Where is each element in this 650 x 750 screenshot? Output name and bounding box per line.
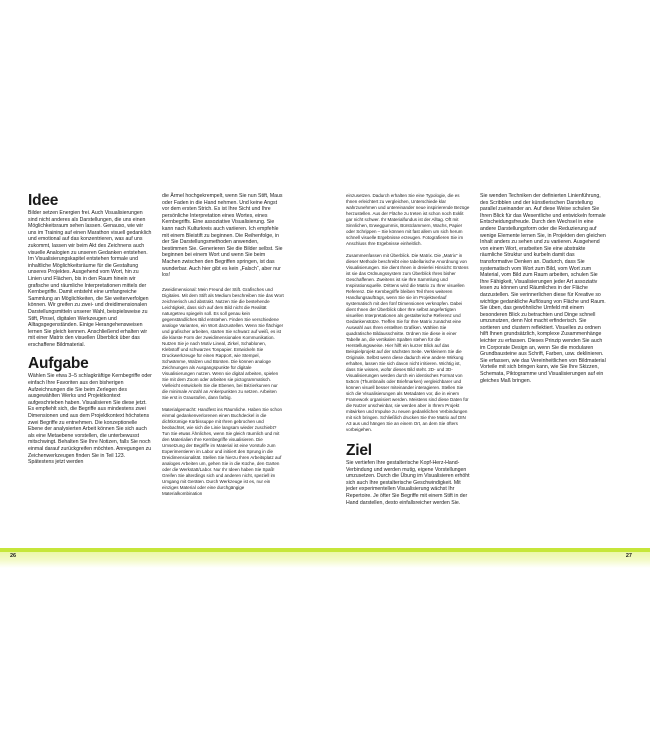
paragraph-zweidimensional: Zweidimensional: Mein Freund der Stift. Grafisches und Digitales. Mit dem Stift als Medium beschreiben Sie das Wort zeichnerisch und abstrakt. Nutzen Sie die bestehende Leichtigkeit, dass sich auf dem Bild nicht die Realität naturgetreu spiegeln soll. Es soll genau kein gegenständliches Bild entstehen. Finden Sie verschiedene analoge Varianten, ein Wort darzustellen. Wenn Sie flächiger und grafischer arbeiten, starten Sie schwarz auf weiß, es ist die klarste Form der zweidimensionalen Kommunikation. Nutzen Sie je nach Motiv Lineal, Zirkel, Schablonen, Klebstoff und schwarzes Tonpapier. Entwickeln Sie Druckwerkzeuge für einen Rapport, wie Stempel, Schwämme, Walzen und Bürsten. Die können analoge Zeichnungen als Ausgangspunkte für digitale Visualisierungen nutzen. Wenn sie digital arbeiten, spielen Sie mit dem Zoom oder arbeiten sie pictogrammatisch. Vielleicht entwickeln Sie die Ebenen, bei Bézierkurven nur die minimale Anzahl an Ankerpunkten zu setzen. Arbeiten Sie erst in Graustufen, dann farbig. <box>162 286 284 400</box>
heading-aufgabe: Aufgabe <box>28 355 89 373</box>
paragraph-ziel: Sie vertiefen Ihre gestalterische Kopf-Herz-Hand-Verbindung und werden mutig, eigene Vorstellungen umzusetzen. Durch die Übung im Visualisieren erhöht sich auch Ihre gestalterische Geschwindigkeit. Mit jeder experimentellen Visualisierung wächst Ihr Repertoire. Je öfter Sie Begriffe mit einem Stift in der Hand darstellen, desto einfallsreicher werden Sie. <box>346 460 470 506</box>
paragraph-idee: Bilder setzen Energien frei. Auch Visualisierungen sind nicht anderes als Darstellungen, die uns einen Möglichkeitsraum sehen lassen. Genauso, wie wir uns im Training auf einen Marathon visuell gedanklich und emotional auf das konzentrieren, was auf uns zukommt, lassen wir beim Akt des Zeichnens auch visuelle Analogien zu unseren Gedanken entstehen. Im Visualisierungskapitel entstehen formale und inhaltliche Möglichkeitsräume für die Gestaltung unseres Projektes. Ausgehend vom Wort, hin zu Linien und Flächen, bis in den Raum hinein wir grafische und räumliche Interpretationen mittels der Kernbegriffe. Damit entsteht eine umfangreiche Sammlung an Möglichkeiten, die Sie weiterverfolgen können. Wir greifen zu zwei- und dreidimensionalen Darstellungsmitteln unserer Wahl, beispielsweise zu Stift, Pinsel, digitalen Werkzeugen und Alltagsgegenständen. Einige Herangehensweisen lernen Sie gleich kennen. Anschließend erhalten wir mit einer Matrix den visuellen Überblick über das erschaffene Bildmaterial. <box>28 210 152 348</box>
column-4 <box>480 193 606 384</box>
paragraph-matrix: Zusammenfassen mit Überblick. Die Matrix. Die „Matrix“ in dieser Methode beschreibt eine tabellarische Anordnung von Visualisierungen. Sie dient Ihnen in dreierlei Hinsicht: Erstens ist sie das Ordnungssystem zum Überblick Ihres bisher Geschaffenen. Zweitens ist sie Ihre Sammlung und Inspirationsquelle. Drittens wird die Matrix zu Ihrer visuellen Referenz. Die Kernbegriffe bleiben Teil Ihres weiteren Handlungsauftrags, wenn Sie sie im Projektverlauf systematisch mit den fünf Dimensionen verknüpfen. Dabei dient Ihnen der Überblick über Ihre selbst angefertigten visuellen Interpretationen als gestalterische Referenz und Gedankenstütze. Treffen Sie für Ihre Matrix zunächst eine Auswahl aus Ihren erstellten Grafiken. Wählen Sie quadratische Bildausschnitte. Ordnen Sie diese in einer Tabelle an, die vertikalen Spalten stehen für die Herstellungsweise. Hier hilft ein kurzer Blick auf das Beispielprojekt auf der nächsten Seite. Verkleinern Sie die Originale. Selbst wenn diese dadurch eine andere Wirkung erhalten, lassen Sie sich davon nicht irritieren. Wichtig ist, dass Sie wissen, wofür dieses Bild steht. 2D- und 3D- Visualisierungen werden durch ein identisches Format von 5x5cm (Thumbnails oder Briefmarken) vergleichbarer und können visuell besser miteinander interagieren. Stellen Sie sich die Visualisierungen als Metadaten vor, die in einem Framework organisiert werden. Meistens sind diese Daten für die Nutzer unscheinbar, sie werden aber in Ihrem Projekt mitwirken und Impulse zu neuen gedanklichen Verbindungen mit sich bringen. Schließlich drucken Sie Ihre Matrix auf DIN A3 aus und hängen Sie an einem Ort, an dem Sie öfters vorbeigehen. <box>346 253 469 432</box>
heading-ziel: Ziel <box>346 442 372 459</box>
column-1 <box>28 193 152 466</box>
column-3 <box>346 193 470 506</box>
column-2 <box>162 193 284 497</box>
paragraph-intro-continued: die Ärmel hochgekrempelt, wenn Sie nun Stift, Maus oder Faden in die Hand nehmen. Und keine Angst vor dem ersten Strich. Es ist Ihre Sicht und Ihre persönliche Interpretation eines Wortes, eines Kernbegriffs. Eine assoziative Visualisierung. Sie kann nach Kulturkreis auch variieren. Ich empfehle mit einem Bleistift zu beginnen. Die Reihenfolge, in der Sie Darstellungsmethoden anwenden, bestimmen Sie. Generieren Sie die Bilder selbst. Sie beginnen bei einem Wort und wenn Sie beim Machen zwischen den Begriffen springen, ist das wunderbar. Auch hier gibt es kein „Falsch“, aber nur los! <box>162 193 283 279</box>
paragraph-typologie: einzusetzen. Dadurch erhalten Sie eine Typologie, die es Ihnen erleichtert zu vergleichen, Unterschiede klar wahrzunehmen und untereinander neue inspirierende Bezüge herzustellen. Aus der Fläche zu treten ist schon noch Exklit gar nicht schwer. Ihr Materialfundus ist der Alltag. Oft mit Sinnlichen, Erweggummis, Bürstclammern, Wachs, Papier oder Schrippen – Sie können mit fast allem um sich herum schnell visuelle Ergebnisse erzeugen. Fotografieren Sie im Anschluss Ihre Ergebnisse einheitlich. <box>346 193 470 246</box>
bottom-accent-line <box>0 548 650 552</box>
page-number-left: 26 <box>10 553 17 559</box>
paragraph-materialgemacht: Materialgemacht: Handfest ins Räumliche. Haben Sie schon einmal gedankenverlorenen einen Buchdeckel in die dichtkrümige Kürbissuppe mit Ihren gebrochen und beobachtet, wie sich die Linie langsam wieder zuschiebt? Tun Sie etwas Ähnliches, wenn Sie gleich räumlich und mit den Materialien Ihre Kernbegriffe visualisieren. Die Umsetzung der Begriffe im Material ist eine Vorstufe zum Experimentieren im Labor und initiiert den Sprung in die Dreidimensionalität. Stellen Sie hierzu Ihren Arbeitsplatz auf analoges Arbeiten um, gehen Sie in die Küche, den Garten oder die Werkstatt/Labor. Nur Ihr Ideen haben Sie Spaß! Greifen Sie alterdings sich und anderen nicht, speziell im Umgang mit Geräten. Durch Werkzeuge ist es, nur ein einziges Material oder eine durchgängige Materialkombination <box>162 406 283 496</box>
paragraph-aufgabe: Wählen Sie etwa 3–5 schlagkräftige Kernbegriffe oder einfach Ihre Favoriten aus den bisherigen Aufzeichnungen die Sie beim Zerlegen des ausgewählten Werks und Projektkontext aufgeschrieben haben. Visualisieren Sie diese jetzt. Es empfiehlt sich, die Begriffe aus mindestens zwei Dimensionen und aus dem Projektkontext höchstens zwei Begriffe zu entnehmen. Die konzeptionelle Ebene der analysierten Arbeit können Sie sich auch als eine Metaebene vorstellen, die unterbewusst mitschwingt. Behalten Sie Ihre Notizen, falls Sie noch einmal darauf zurückgreifen möchten. Anregungen zu Zeichenwerkzeugen finden Sie in Teil 123. Spätestens jetzt werden <box>28 373 152 466</box>
page-number-right: 27 <box>625 553 632 559</box>
paragraph-techniken: Sie wenden Techniken der definierten Linienführung, des Scribblen und der künstlerischen Darstellung parallel zueinander an. Auf diese Weise schulen Sie Ihren Blick für das Wesentliche und entwickeln formale Entscheidungsfreude. Durch den Wechsel in eine andere Darstellungsform oder die Reduzierung auf wenige Elemente lernen Sie, in Projekten den gleichen Inhalt anders zu sehen und zu variieren. Ausgehend von einem Wort, erarbeiten Sie eine abstrakte räumliche Struktur und kurbeln damit das transformative Denken an. Dadurch, dass Sie systematisch vom Wort zum Bild, vom Wort zum Material, vom Bild zum Raum arbeiten, schulen Sie Ihre Fähigkeit, Visualisierungen jeder Art assoziativ lesen zu können und Räumliches in der Fläche darzustellen. Sie verinnerlichen diese für Kreative so wichtige gedankliche Auflösung von Fläche und Raum. Sie üben, das gewöhnliche Umfeld mit einem besonderen Blick zu betrachten und Dinge schnell umzunutzen, denn Not macht erfinderisch. Sie sortieren und clustern reflektiert. Visuelles zu ordnen hilft Ihnen grundsätzlich, komplexe Zusammenhänge leichter zu erfassen. Dieses Prinzip wenden Sie auch im Corporate Design an, wenn Sie die modularen Grundbausteine aus Schrift, Farben, usw. deklinieren. Sie erfassen, wie das Vereinheitlichen von Bildmaterial Vorteile mit sich bringen kann, wie Sie Ihre Skizzen, Schemata, Piktogramme und Visualisierungen auf ein gleiches Maß bringen. <box>480 193 606 384</box>
heading-idee: Idee <box>28 192 59 209</box>
